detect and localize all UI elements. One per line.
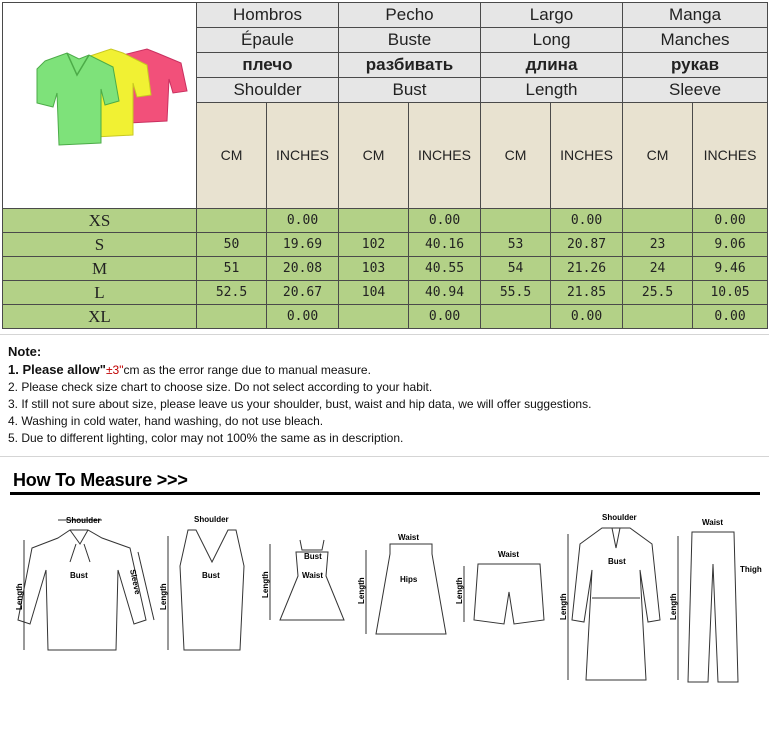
size-cell [481,209,551,233]
size-cell: 54 [481,257,551,281]
size-cell [623,209,693,233]
shorts-figure [455,550,544,624]
size-cell: 19.69 [267,233,339,257]
pants-figure [669,518,762,682]
size-label: S [3,233,197,257]
size-cell: 0.00 [409,209,481,233]
unit-cm: CM [623,102,693,208]
size-cell: 52.5 [197,281,267,305]
header-bust-ru: разбивать [339,52,481,77]
note-line-5: 5. Due to different lighting, color may not 100% the same as in description. [8,431,404,445]
product-photo [3,3,197,209]
size-row-xs [3,209,768,233]
label-length: Length [261,571,270,598]
size-cell [197,209,267,233]
size-cell: 20.08 [267,257,339,281]
size-label: L [3,281,197,305]
size-cell: 0.00 [409,305,481,329]
size-row-xl [3,305,768,329]
header-sleeve-es: Manga [623,3,768,28]
notes-title: Note: [8,344,42,359]
note-line-4: 4. Washing in cold water, hand washing, do not use bleach. [8,414,324,428]
size-cell: 0.00 [693,305,768,329]
size-cell: 102 [339,233,409,257]
header-shoulder-fr: Épaule [197,27,339,52]
note-line-1: 1. Please allow"±3"cm as the error range due to manual measure. [8,362,371,377]
label-sleeve: Sleeve [128,568,143,596]
size-cell [197,305,267,329]
label-length: Length [669,593,678,620]
size-cell: 0.00 [267,209,339,233]
coat-figure [559,513,660,680]
size-cell: 0.00 [267,305,339,329]
size-cell: 40.94 [409,281,481,305]
size-cell: 50 [197,233,267,257]
label-length: Length [357,577,366,604]
label-length: Length [15,583,24,610]
size-cell [623,305,693,329]
header-row-spanish [3,3,768,28]
size-cell: 20.87 [551,233,623,257]
unit-inches: INCHES [551,102,623,208]
size-label: M [3,257,197,281]
header-length-ru: длина [481,52,623,77]
unit-inches: INCHES [693,102,768,208]
label-bust: Bust [608,557,626,566]
size-cell: 25.5 [623,281,693,305]
label-length: Length [455,577,464,604]
size-cell: 40.55 [409,257,481,281]
header-shoulder-ru: плечо [197,52,339,77]
header-length-en: Length [481,77,623,102]
label-waist: Waist [498,550,520,559]
header-sleeve-ru: рукав [623,52,768,77]
size-cell [339,305,409,329]
skirt-figure [357,533,446,634]
dress-figure [261,540,344,620]
size-cell: 9.46 [693,257,768,281]
title-underline [10,492,760,495]
top-figure [159,515,244,650]
size-chart-table [2,2,768,329]
label-waist: Waist [398,533,420,542]
header-sleeve-fr: Manches [623,27,768,52]
size-row-s [3,233,768,257]
unit-cm: CM [197,102,267,208]
header-bust-en: Bust [339,77,481,102]
label-length: Length [559,593,568,620]
size-label: XS [3,209,197,233]
unit-cm: CM [481,102,551,208]
header-sleeve-en: Sleeve [623,77,768,102]
label-bust: Bust [304,552,322,561]
size-cell: 23 [623,233,693,257]
size-cell: 55.5 [481,281,551,305]
header-shoulder-es: Hombros [197,3,339,28]
size-cell: 10.05 [693,281,768,305]
label-thigh: Thigh [740,565,762,574]
label-shoulder: Shoulder [602,513,637,522]
label-bust: Bust [70,571,88,580]
note-line-2: 2. Please check size chart to choose size. Do not select according to your habit. [8,380,433,394]
size-label: XL [3,305,197,329]
size-cell: 0.00 [551,209,623,233]
header-bust-es: Pecho [339,3,481,28]
unit-inches: INCHES [267,102,339,208]
how-to-measure-title: How To Measure >>> [13,470,188,490]
divider [0,334,769,335]
divider [0,456,769,457]
header-length-fr: Long [481,27,623,52]
size-cell [339,209,409,233]
size-cell: 40.16 [409,233,481,257]
label-shoulder: Shoulder [66,516,101,525]
blouse-figure [15,516,154,650]
label-hips: Hips [400,575,418,584]
size-cell: 103 [339,257,409,281]
size-cell: 51 [197,257,267,281]
size-cell: 0.00 [693,209,768,233]
label-waist: Waist [702,518,724,527]
header-shoulder-en: Shoulder [197,77,339,102]
label-bust: Bust [202,571,220,580]
size-cell: 53 [481,233,551,257]
size-cell: 9.06 [693,233,768,257]
size-cell [481,305,551,329]
unit-cm: CM [339,102,409,208]
size-cell: 104 [339,281,409,305]
size-cell: 24 [623,257,693,281]
size-cell: 21.26 [551,257,623,281]
label-shoulder: Shoulder [194,515,229,524]
notes-section [8,343,763,447]
size-row-m [3,257,768,281]
unit-inches: INCHES [409,102,481,208]
shirts-illustration [5,3,195,203]
header-length-es: Largo [481,3,623,28]
label-length: Length [159,583,168,610]
measure-figures [0,500,769,690]
header-bust-fr: Buste [339,27,481,52]
size-row-l [3,281,768,305]
note-line-3: 3. If still not sure about size, please leave us your shoulder, bust, waist and hip data, we will offer suggestions. [8,397,592,411]
size-cell: 21.85 [551,281,623,305]
size-cell: 20.67 [267,281,339,305]
size-cell: 0.00 [551,305,623,329]
label-waist: Waist [302,571,324,580]
